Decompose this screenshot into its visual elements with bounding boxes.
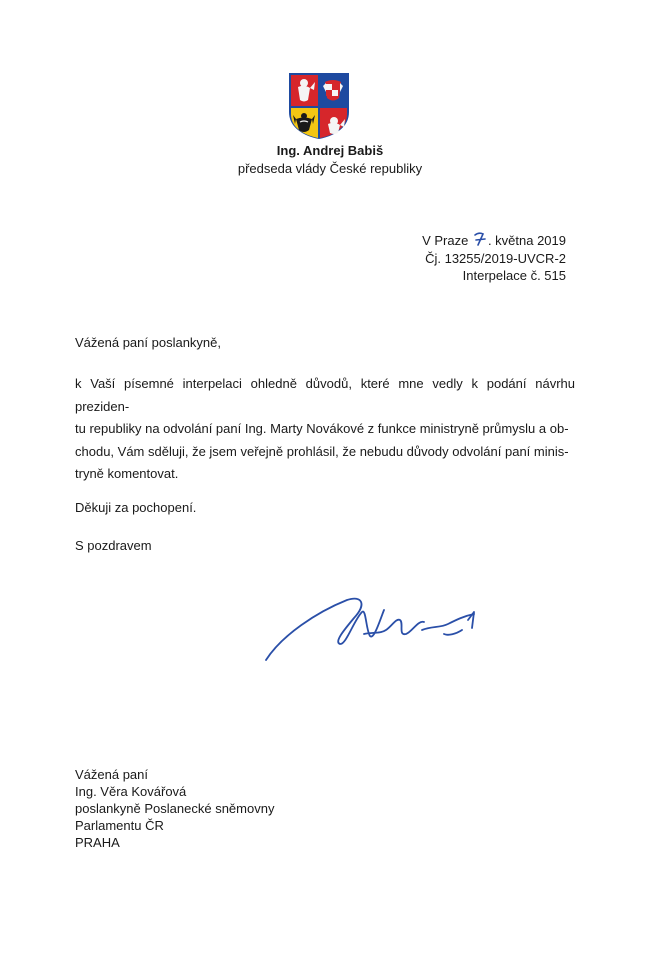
sender-name: Ing. Andrej Babiš <box>276 143 384 158</box>
addressee-line: poslankyně Poslanecké sněmovny <box>75 801 275 816</box>
handwritten-day-mark <box>472 231 488 247</box>
addressee-block <box>75 766 274 851</box>
date-suffix: . května 2019 <box>487 233 566 248</box>
thanks-line: Děkuji za pochopení. <box>75 500 197 515</box>
closing-line: S pozdravem <box>75 538 152 553</box>
date-prefix: V Praze <box>422 233 469 248</box>
addressee-line: PRAHA <box>75 835 120 850</box>
body-line: tu republiky na odvolání paní Ing. Marty Novákové z funkce ministryně průmyslu a ob- <box>75 421 569 436</box>
addressee-line: Ing. Věra Kovářová <box>75 784 187 799</box>
interpelation-number: Interpelace č. 515 <box>462 268 566 283</box>
date-line <box>422 231 566 250</box>
body-line: chodu, Vám sděluji, že jsem veřejně prohlásil, že nebudu důvody odvolání paní minis- <box>75 443 569 459</box>
case-number: Čj. 13255/2019-UVCR-2 <box>425 250 566 266</box>
body-line: tryně komentovat. <box>75 466 179 481</box>
handwritten-signature-icon <box>262 590 502 670</box>
addressee-line: Parlamentu ČR <box>75 818 164 833</box>
letter-body <box>75 373 575 486</box>
sender-title: předseda vlády České republiky <box>237 161 423 176</box>
salutation: Vážená paní poslankyně, <box>75 335 221 350</box>
body-line: k Vaší písemné interpelaci ohledně důvodů, které mne vedly k podání návrhu preziden- <box>75 376 575 414</box>
addressee-line: Vážená paní <box>75 767 149 782</box>
czech-coat-of-arms-icon <box>288 72 350 140</box>
reference-block <box>422 231 566 285</box>
